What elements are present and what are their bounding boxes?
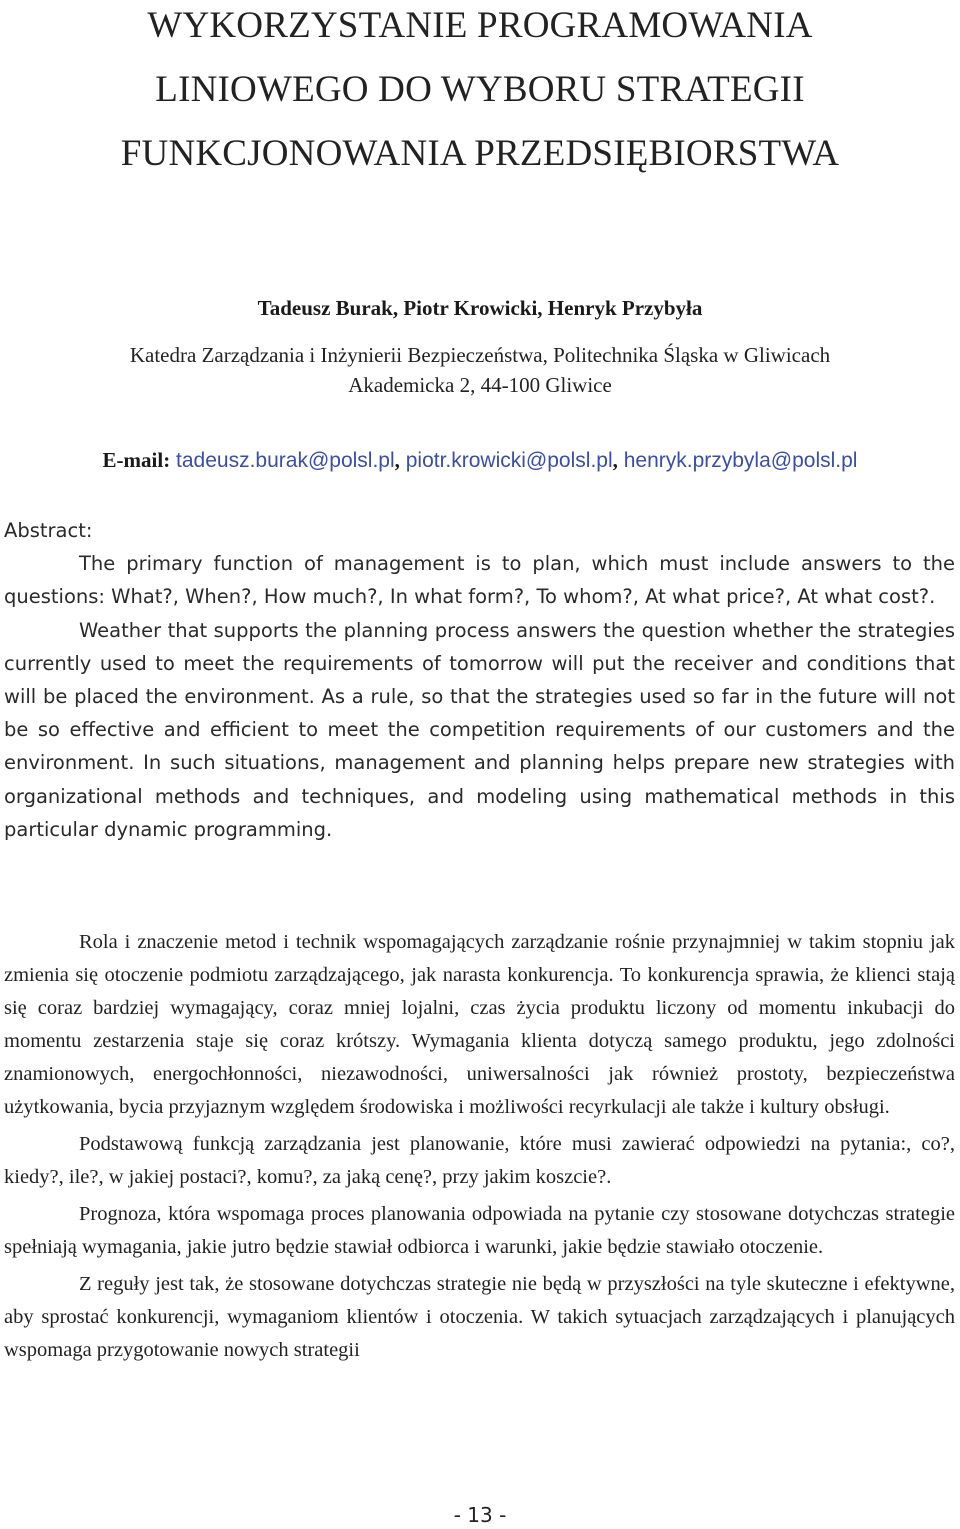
affiliation-line: Katedra Zarządzania i Inżynierii Bezpieczeństwa, Politechnika Śląska w Gliwicach (129, 343, 831, 367)
abstract-heading: Abstract: (4, 519, 93, 542)
title-line: LINIOWEGO DO WYBORU STRATEGII (155, 69, 805, 110)
paper-title (0, 0, 960, 186)
title-line: FUNKCJONOWANIA PRZEDSIĘBIORSTWA (120, 133, 840, 174)
title-line: WYKORZYSTANIE PROGRAMOWANIA (147, 5, 813, 46)
abstract-section (4, 514, 955, 846)
email-label: E-mail: (102, 448, 171, 472)
authors: Tadeusz Burak, Piotr Krowicki, Henryk Przybyła (257, 296, 703, 320)
abstract-paragraph: The primary function of management is to plan, which must include answers to the questions: What?, When?, How much?, In what form?, To whom?, At what price?, At what cost?. (4, 552, 955, 609)
body-paragraph: Z reguły jest tak, że stosowane dotychczas strategie nie będą w przyszłości na tyle skuteczne i efektywne, aby sprostać konkurencji, wymaganiom klientów i otoczenia. W takich sytuacjach zarządzających i planujących wspomaga przygotowanie nowych strategii (4, 1273, 955, 1361)
email-separator: , (612, 448, 618, 472)
email-separator: , (394, 448, 400, 472)
page-number: - 13 - (453, 1503, 507, 1527)
email-link[interactable]: henryk.przybyla@polsl.pl (623, 449, 858, 472)
body-paragraph: Podstawową funkcją zarządzania jest planowanie, które musi zawierać odpowiedzi na pytania:, co?, kiedy?, ile?, w jakiej postaci?, komu?, za jaką cenę?, przy jakim koszcie?. (4, 1133, 955, 1188)
body-text (4, 926, 955, 1371)
affiliation-address: Akademicka 2, 44-100 Gliwice (348, 373, 612, 397)
abstract-paragraph: Weather that supports the planning process answers the question whether the strategies currently used to meet the requirements of tomorrow will put the receiver and conditions that will be placed the environment. As a rule, so that the strategies used so far in the future will not be so effective and efficient to meet the competition requirements of our customers and the environment. In such situations, management and planning helps prepare new strategies with organizational methods and techniques, and modeling using mathematical methods in this particular dynamic programming. (4, 618, 955, 841)
email-line (0, 448, 960, 473)
affiliation (0, 340, 960, 400)
email-link[interactable]: piotr.krowicki@polsl.pl (405, 449, 613, 472)
body-paragraph: Prognoza, która wspomaga proces planowania odpowiada na pytanie czy stosowane dotychczas strategie spełniają wymagania, jakie jutro będzie stawiał odbiorca i warunki, jakie będzie stawiało otoczenie. (4, 1203, 955, 1258)
email-link[interactable]: tadeusz.burak@polsl.pl (176, 449, 395, 472)
body-paragraph: Rola i znaczenie metod i technik wspomagających zarządzanie rośnie przynajmniej w takim stopniu jak zmienia się otoczenie podmiotu zarządzającego, jak narasta konkurencja. To konkurencja sprawia, że klienci stają się coraz bardziej wymagający, coraz mniej lojalni, czas życia produktu liczony od momentu inkubacji do momentu zestarzenia staje się coraz krótszy. Wymagania klienta dotyczą samego produktu, jego zdolności znamionowych, energochłonności, niezawodności, uniwersalności jak również prostoty, bezpieczeństwa użytkowania, bycia przyjaznym względem środowiska i możliwości recyrkulacji ale także i kultury obsługi. (4, 931, 955, 1118)
